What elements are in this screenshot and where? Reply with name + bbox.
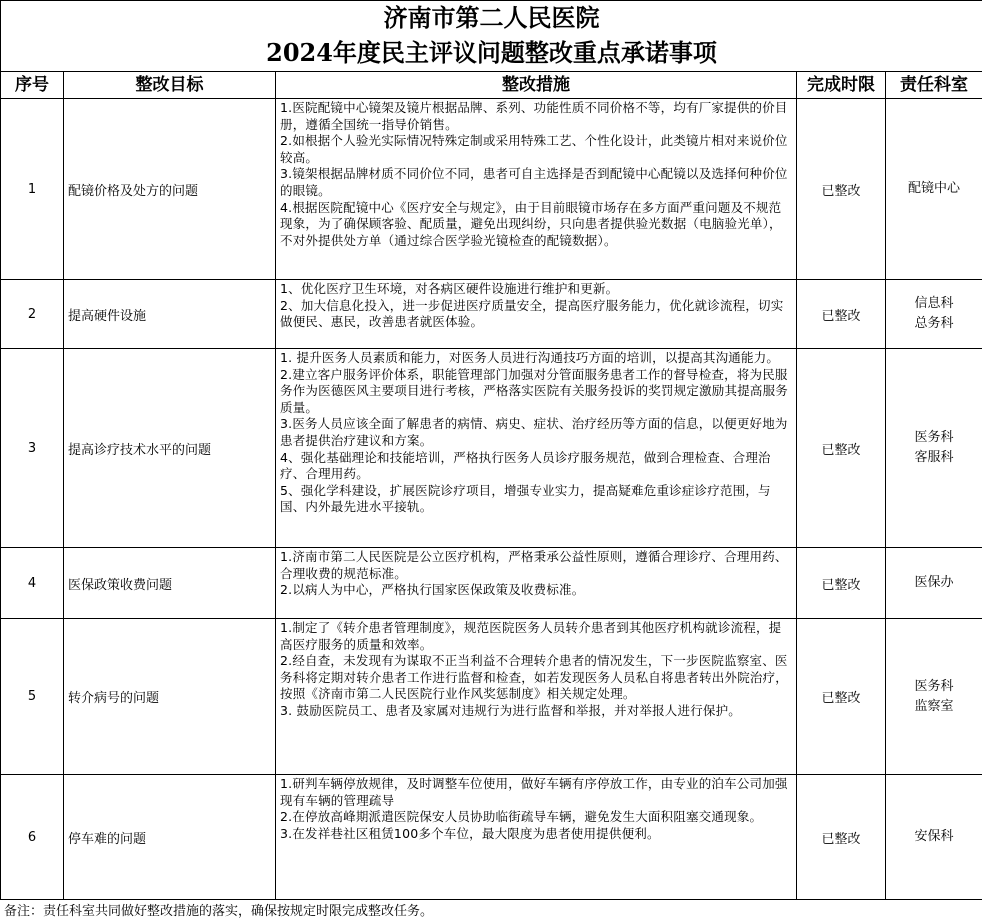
row-status: 已整改 [797, 775, 886, 900]
measure-item: 2.以病人为中心，严格执行国家医保政策及收费标准。 [280, 582, 585, 598]
measure-item: 2.在停放高峰期派遣医院保安人员协助临街疏导车辆，避免发生大面积阻塞交通现象。 [280, 809, 763, 825]
department-name: 监察室 [914, 698, 954, 714]
row-department [886, 99, 982, 280]
measure-item: 2、加大信息化投入，进一步促进医疗质量安全，提高医疗服务能力，优化就诊流程，切实做便民、惠民，改善患者就医体验。 [280, 297, 784, 330]
measure-item: 3.医务人员应该全面了解患者的病情、病史、症状、治疗经历等方面的信息，以便更好地为患者提供治疗建议和方案。 [280, 416, 788, 448]
row-goal: 医保政策收费问题 [64, 548, 276, 619]
table-row [1, 280, 982, 349]
measure-item: 1.制定了《转介患者管理制度》，规范医院医务人员转介患者到其他医疗机构就诊流程，提高医疗服务的质量和效率。 [280, 620, 782, 652]
footnote: 备注：责任科室共同做好整改措施的落实，确保按规定时限完成整改任务。 [4, 904, 434, 919]
row-index: 2 [1, 280, 64, 349]
row-index: 1 [1, 99, 64, 280]
measure-item: 2.如根据个人验光实际情况特殊定制或采用特殊工艺、个性化设计，此类镜片相对来说价位较高。 [280, 133, 788, 165]
measure-item: 1. 提升医务人员素质和能力，对医务人员进行沟通技巧方面的培训，以提高其沟通能力。 [280, 350, 780, 365]
row-measures [276, 619, 797, 775]
measure-item: 2.建立客户服务评价体系，职能管理部门加强对分管面服务患者工作的督导检查，将为民服务作为医德医风主要项目进行考核，严格落实医院有关服务投诉的奖罚规定激励其提高服务质量。 [280, 366, 789, 415]
table-row [1, 619, 982, 775]
header-goal: 整改目标 [64, 72, 276, 99]
measure-item: 4、强化基础理论和技能培训，严格执行医务人员诊疗服务规范，做到合理检查、合理治疗、合理用药。 [280, 449, 771, 482]
department-name: 医务科 [914, 430, 954, 445]
measure-item: 3. 鼓励医院员工、患者及家属对违规行为进行监督和举报，并对举报人进行保护。 [280, 702, 742, 718]
department-name: 安保科 [914, 829, 954, 844]
header-deadline: 完成时限 [797, 72, 886, 99]
measure-item: 3.在发祥巷社区租赁100多个车位，最大限度为患者使用提供便利。 [280, 825, 660, 841]
row-department [886, 619, 982, 775]
row-status: 已整改 [797, 349, 886, 548]
measure-item: 1.医院配镜中心镜架及镜片根据品牌、系列、功能性质不同价格不等，均有厂家提供的价目册，遵循全国统一指导价销售。 [280, 100, 788, 132]
department-name: 配镜中心 [908, 181, 961, 196]
row-index: 5 [1, 619, 64, 775]
header-row [1, 72, 982, 99]
department-name: 客服科 [914, 450, 954, 465]
document-title: 济南市第二人民医院 [1, 1, 982, 36]
department-name: 总务科 [914, 316, 954, 331]
measure-item: 3.镜架根据品牌材质不同价位不同，患者可自主选择是否到配镜中心配镜以及选择何种价位的眼镜。 [280, 166, 788, 198]
department-name: 医保办 [914, 575, 954, 590]
header-measures: 整改措施 [276, 72, 797, 99]
row-status: 已整改 [797, 548, 886, 619]
row-measures [276, 280, 797, 349]
measure-item: 4.根据医院配镜中心《医疗安全与规定》，由于目前眼镜市场存在多方面严重问题及不规范现象，为了确保顾客验、配质量，避免出现纠纷，只向患者提供验光数据（电脑验光单），不对外提供处方单（通过综合医学验光镜检查的配镜数据）。 [280, 199, 782, 248]
row-index: 3 [1, 349, 64, 548]
row-measures [276, 349, 797, 548]
table-row [1, 99, 982, 280]
row-goal: 提高硬件设施 [64, 280, 276, 349]
measure-item: 5、强化学科建设，扩展医院诊疗项目，增强专业实力，提高疑难危重诊症诊疗范围，与国、内外最先进水平接轨。 [280, 482, 771, 515]
row-department [886, 548, 982, 619]
row-goal: 转介病号的问题 [64, 619, 276, 775]
row-index: 4 [1, 548, 64, 619]
header-index: 序号 [1, 72, 64, 99]
table-row [1, 775, 982, 900]
row-department [886, 280, 982, 349]
header-department: 责任科室 [886, 72, 982, 99]
document-subtitle: 2024年度民主评议问题整改重点承诺事项 [1, 35, 982, 72]
measure-item: 2.经自查，未发现有为谋取不正当利益不合理转介患者的情况发生，下一步医院监察室、医务科将定期对转介患者工作进行监督和检查，如若发现医务人员私自将患者转出外院治疗，按照《济南市第二人民医院行业作风奖惩制度》相关规定处理。 [280, 653, 789, 702]
table-row [1, 349, 982, 548]
department-name: 信息科 [914, 296, 954, 311]
row-department [886, 349, 982, 548]
row-goal: 提高诊疗技术水平的问题 [64, 349, 276, 548]
row-measures [276, 775, 797, 900]
row-goal: 配镜价格及处方的问题 [64, 99, 276, 280]
row-status: 已整改 [797, 99, 886, 280]
department-name: 医务科 [914, 678, 954, 694]
row-measures [276, 99, 797, 280]
row-department [886, 775, 982, 900]
row-status: 已整改 [797, 280, 886, 349]
row-status: 已整改 [797, 619, 886, 775]
row-measures [276, 548, 797, 619]
measure-item: 1.研判车辆停放规律，及时调整车位使用，做好车辆有序停放工作，由专业的泊车公司加强现有车辆的管理疏导 [280, 776, 788, 808]
row-index: 6 [1, 775, 64, 900]
measure-item: 1、优化医疗卫生环境，对各病区硬件设施进行维护和更新。 [280, 281, 619, 296]
measure-item: 1.济南市第二人民医院是公立医疗机构，严格秉承公益性原则，遵循合理诊疗、合理用药、合理收费的规范标准。 [280, 549, 788, 581]
row-goal: 停车难的问题 [64, 775, 276, 900]
table-row [1, 548, 982, 619]
